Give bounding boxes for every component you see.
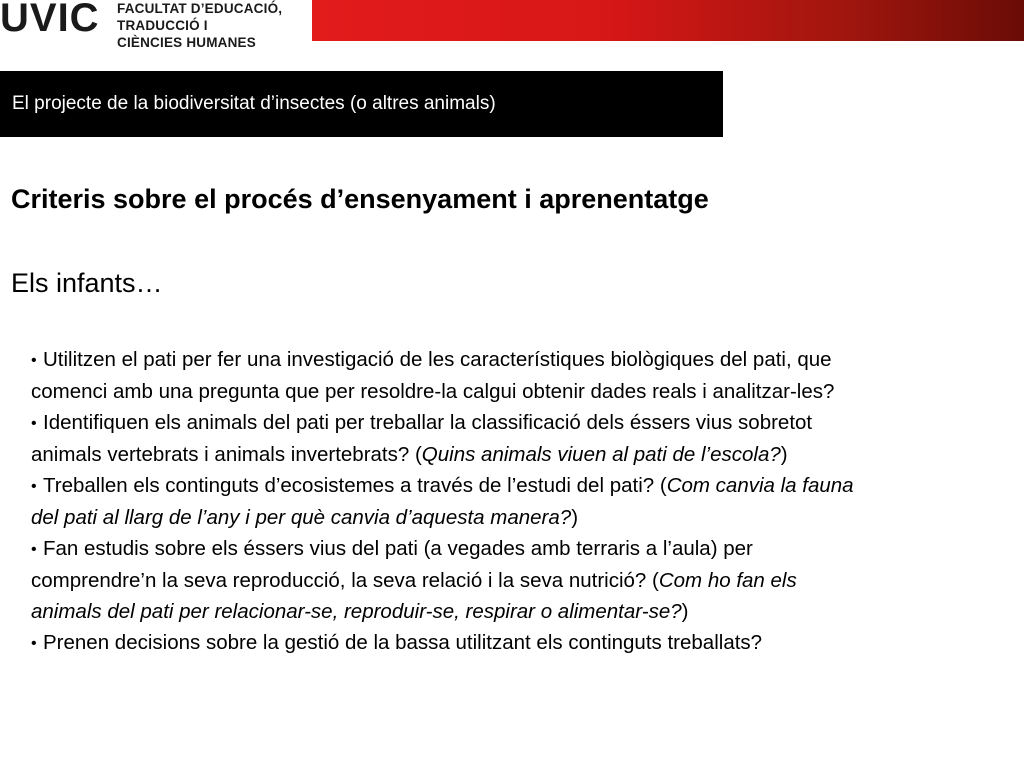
section-subheading: Els infants… xyxy=(11,268,163,298)
faculty-name xyxy=(117,0,282,51)
list-item xyxy=(28,533,973,627)
bullet-icon: • xyxy=(31,478,37,495)
bullet-text: comenci amb una pregunta que per resoldre-la calgui obtenir dades reals i analitzar-les? xyxy=(31,380,835,403)
slide-title: El projecte de la biodiversitat d’insectes (o altres animals) xyxy=(12,93,496,114)
bullet-text: comprendre’n la seva reproducció, la seva relació i la seva nutrició? ( xyxy=(31,569,659,592)
bullet-icon: • xyxy=(31,541,37,558)
bullet-icon: • xyxy=(31,415,37,432)
bullet-icon: • xyxy=(31,635,37,652)
bullet-text: Prenen decisions sobre la gestió de la bassa utilitzant els continguts treballats? xyxy=(43,631,763,654)
bullet-text: animals vertebrats i animals invertebrats? ( xyxy=(31,443,422,466)
bullet-example-text: Com ho fan els xyxy=(658,569,797,592)
bullet-icon: • xyxy=(31,352,37,369)
university-logo xyxy=(0,0,300,56)
logo-mark: UVIC xyxy=(0,0,100,40)
list-item xyxy=(28,344,973,407)
bullet-text: Utilitzen el pati per fer una investigació de les característiques biològiques del pati, que xyxy=(43,348,832,371)
section-heading: Criteris sobre el procés d’ensenyament i aprenentatge xyxy=(11,184,709,214)
faculty-line-1: FACULTAT D’EDUCACIÓ, xyxy=(117,1,283,16)
bullet-example-text: Com canvia la fauna xyxy=(666,474,854,497)
bullet-text: Treballen els continguts d’ecosistemes a través de l’estudi del pati? ( xyxy=(43,474,667,497)
bullet-text: ) xyxy=(681,600,689,623)
slide-title-bar xyxy=(0,71,723,137)
bullet-example-text: del pati al llarg de l’any i per què canvia d’aquesta manera? xyxy=(31,506,572,529)
list-item xyxy=(28,627,973,659)
list-item xyxy=(28,407,973,470)
list-item xyxy=(28,470,973,533)
bullet-example-text: animals del pati per relacionar-se, reproduir-se, respirar o alimentar-se? xyxy=(31,600,682,623)
criteria-list xyxy=(28,344,973,659)
bullet-text: Identifiquen els animals del pati per treballar la classificació dels éssers vius sobretot xyxy=(43,411,813,434)
faculty-line-2: TRADUCCIÓ I xyxy=(117,18,208,33)
bullet-text: Fan estudis sobre els éssers vius del pati (a vegades amb terraris a l’aula) per xyxy=(43,537,753,560)
bullet-text: ) xyxy=(780,443,788,466)
header-color-band xyxy=(312,0,1024,41)
bullet-text: ) xyxy=(571,506,579,529)
bullet-example-text: Quins animals viuen al pati de l’escola? xyxy=(421,443,781,466)
faculty-line-3: CIÈNCIES HUMANES xyxy=(117,35,256,50)
